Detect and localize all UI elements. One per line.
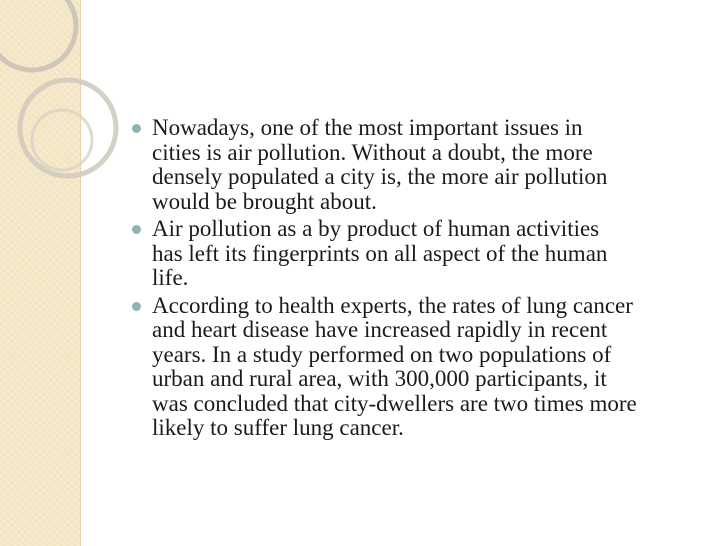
bullet-item <box>132 217 712 291</box>
bullet-dot-icon <box>132 124 141 133</box>
bullet-list <box>132 116 712 441</box>
ring-middle-inner <box>32 110 92 170</box>
slide-content <box>132 116 712 444</box>
bullet-text: Air pollution as a by product of human activities has left its fingerprints on all aspect of the human life. <box>152 216 608 290</box>
bullet-dot-icon <box>132 225 141 234</box>
ring-top <box>0 0 76 70</box>
bullet-text: Nowadays, one of the most important issues in cities is air pollution. Without a doubt, the more densely populated a city is, the more air pollution would be brought about. <box>152 115 608 214</box>
bullet-item <box>132 294 712 441</box>
bullet-item <box>132 116 712 214</box>
bullet-dot-icon <box>132 302 141 311</box>
bullet-text: According to health experts, the rates of lung cancer and heart disease have increased rapidly in recent years. In a study performed on two populations of urban and rural area, with 300,000 participants, it was concluded that city-dwellers are two times more likely to suffer lung cancer. <box>152 292 637 440</box>
